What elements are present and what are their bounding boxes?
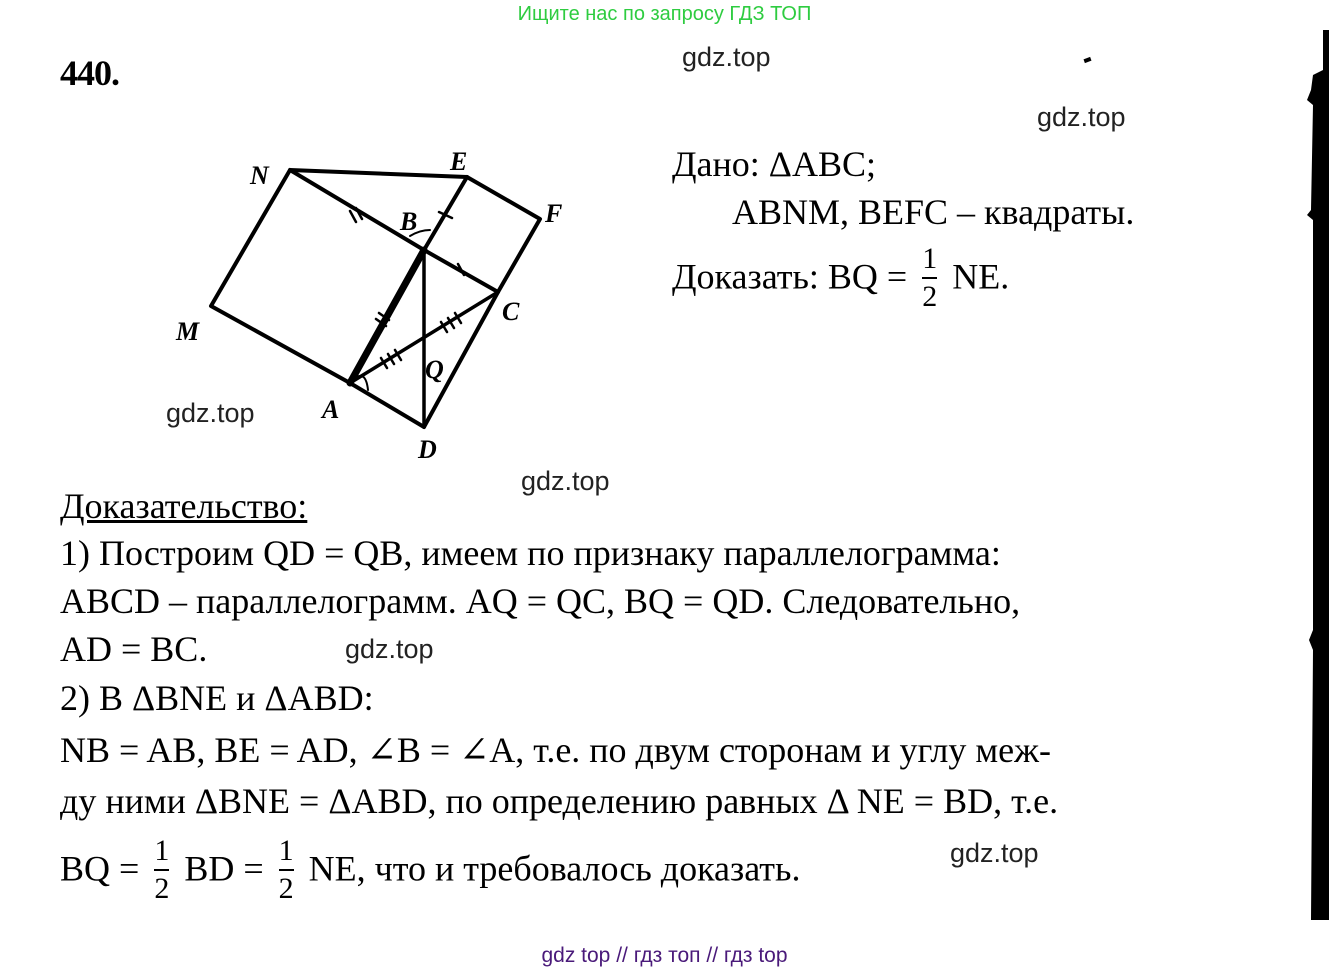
proof-line-4: 2) В ΔBNE и ΔABD: xyxy=(60,678,374,718)
segment-ab xyxy=(350,250,424,383)
point-label-f: F xyxy=(545,199,563,228)
segment-ne xyxy=(290,170,467,177)
proof-line-2: ABCD – параллелограмм. AQ = QC, BQ = QD. Следовательно, xyxy=(60,581,1021,621)
point-label-m: M xyxy=(176,317,200,346)
problem-number: 440. xyxy=(60,53,119,93)
fraction-one-half: $\frac{1}{2}$ xyxy=(922,242,938,313)
watermark: gdz.top xyxy=(682,42,771,72)
conclusion-suffix: NE, что и требовалось доказать. xyxy=(308,848,801,889)
search-banner[interactable]: Ищите нас по запросу ГДЗ ТОП xyxy=(517,3,812,25)
prove-prefix: Доказать: BQ = xyxy=(672,256,908,297)
proof-line-1: 1) Построим QD = QB, имеем по признаку параллелограмма: xyxy=(60,533,1001,573)
point-label-a: A xyxy=(322,395,340,424)
geometry-figure xyxy=(160,140,600,470)
scan-edge-artifact xyxy=(1299,30,1329,920)
conclusion-middle: BD = xyxy=(184,848,264,889)
prove-statement xyxy=(672,242,1010,314)
watermark: gdz.top xyxy=(345,634,434,664)
square-befc xyxy=(424,177,540,292)
proof-conclusion xyxy=(60,834,801,906)
proof-line-6: ду ними ΔBNE = ΔABD, по определению равных Δ NE = BD, т.е. xyxy=(60,781,1059,821)
fraction-one-half: $\frac{1}{2}$ xyxy=(154,834,170,905)
proof-line-5: NB = AB, BE = AD, ∠B = ∠A, т.е. по двум сторонам и углу меж- xyxy=(60,730,1052,770)
watermark: gdz.top xyxy=(521,466,610,496)
square-abnm xyxy=(211,170,424,383)
proof-line-3: AD = BC. xyxy=(60,629,208,669)
segment-ad xyxy=(350,383,424,427)
footer-links[interactable]: gdz top // гдз топ // гдз top xyxy=(541,944,788,967)
watermark: gdz.top xyxy=(166,398,255,428)
point-label-d: D xyxy=(418,435,437,464)
given-line-1: Дано: ΔABC; xyxy=(672,144,876,184)
point-label-e: E xyxy=(450,147,468,176)
fraction-one-half: $\frac{1}{2}$ xyxy=(278,834,294,905)
point-label-n: N xyxy=(250,161,269,190)
watermark: gdz.top xyxy=(1037,102,1126,132)
proof-heading: Доказательство: xyxy=(60,486,308,526)
point-label-q: Q xyxy=(425,355,444,384)
point-label-c: C xyxy=(502,297,520,326)
point-label-b: B xyxy=(400,207,418,236)
watermark: gdz.top xyxy=(950,838,1039,868)
scan-speck xyxy=(1084,57,1092,63)
given-line-2: ABNM, BEFC – квадраты. xyxy=(732,192,1135,232)
prove-suffix: NE. xyxy=(952,256,1010,297)
conclusion-prefix: BQ = xyxy=(60,848,140,889)
